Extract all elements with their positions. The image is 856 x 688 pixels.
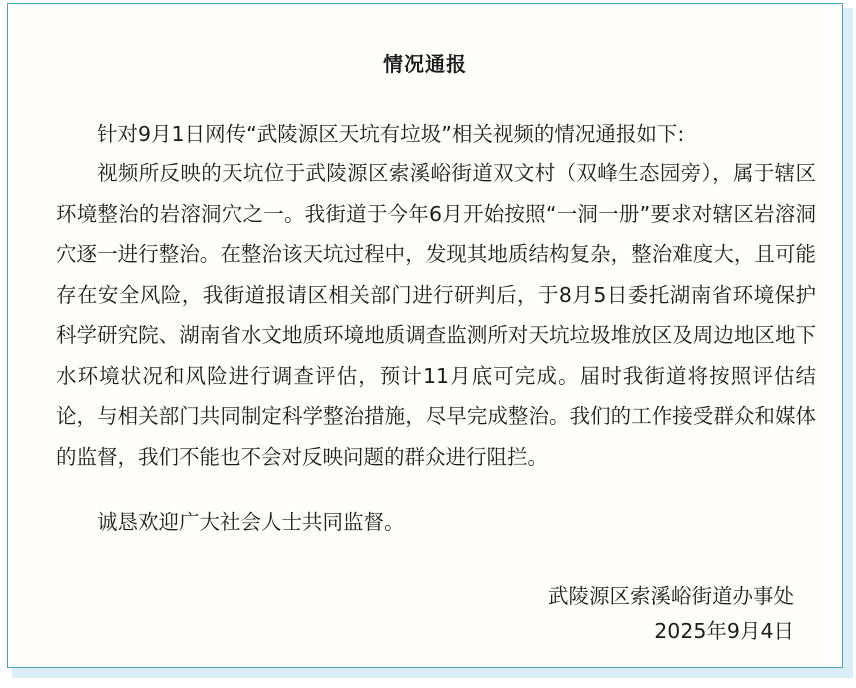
intro-paragraph: 针对9月1日网传“武陵源区天坑有垃圾”相关视频的情况通报如下:: [97, 122, 685, 146]
body-paragraph: 视频所反映的天坑位于武陵源区索溪峪街道双文村（双峰生态园旁），属于辖区环境整治的岩溶洞穴之一。我街道于今年6月开始按照“一洞一册”要求对辖区岩溶洞穴逐一进行整治。在整治该天坑过程中，发现其地质结构复杂，整治难度大，且可能存在安全风险，我街道报请区相关部门进行研判后，于8月5日委托湖南省环境保护科学研究院、湖南省水文地质环境地质调查监测所对天坑垃圾堆放区及周边地区地下水环境状况和风险进行调查评估，预计11月底可完成。届时我街道将按照评估结论，与相关部门共同制定科学整治措施，尽早完成整治。我们的工作接受群众和媒体的监督，我们不能也不会对反映问题的群众进行阻拦。: [56, 161, 816, 469]
closing-paragraph: 诚恳欢迎广大社会人士共同监督。: [97, 510, 405, 534]
signature-date: 2025年9月4日: [654, 619, 794, 643]
signature-organization: 武陵源区索溪峪街道办事处: [548, 584, 794, 608]
notice-title: 情况通报: [383, 52, 467, 76]
notice-frame: [7, 3, 843, 668]
